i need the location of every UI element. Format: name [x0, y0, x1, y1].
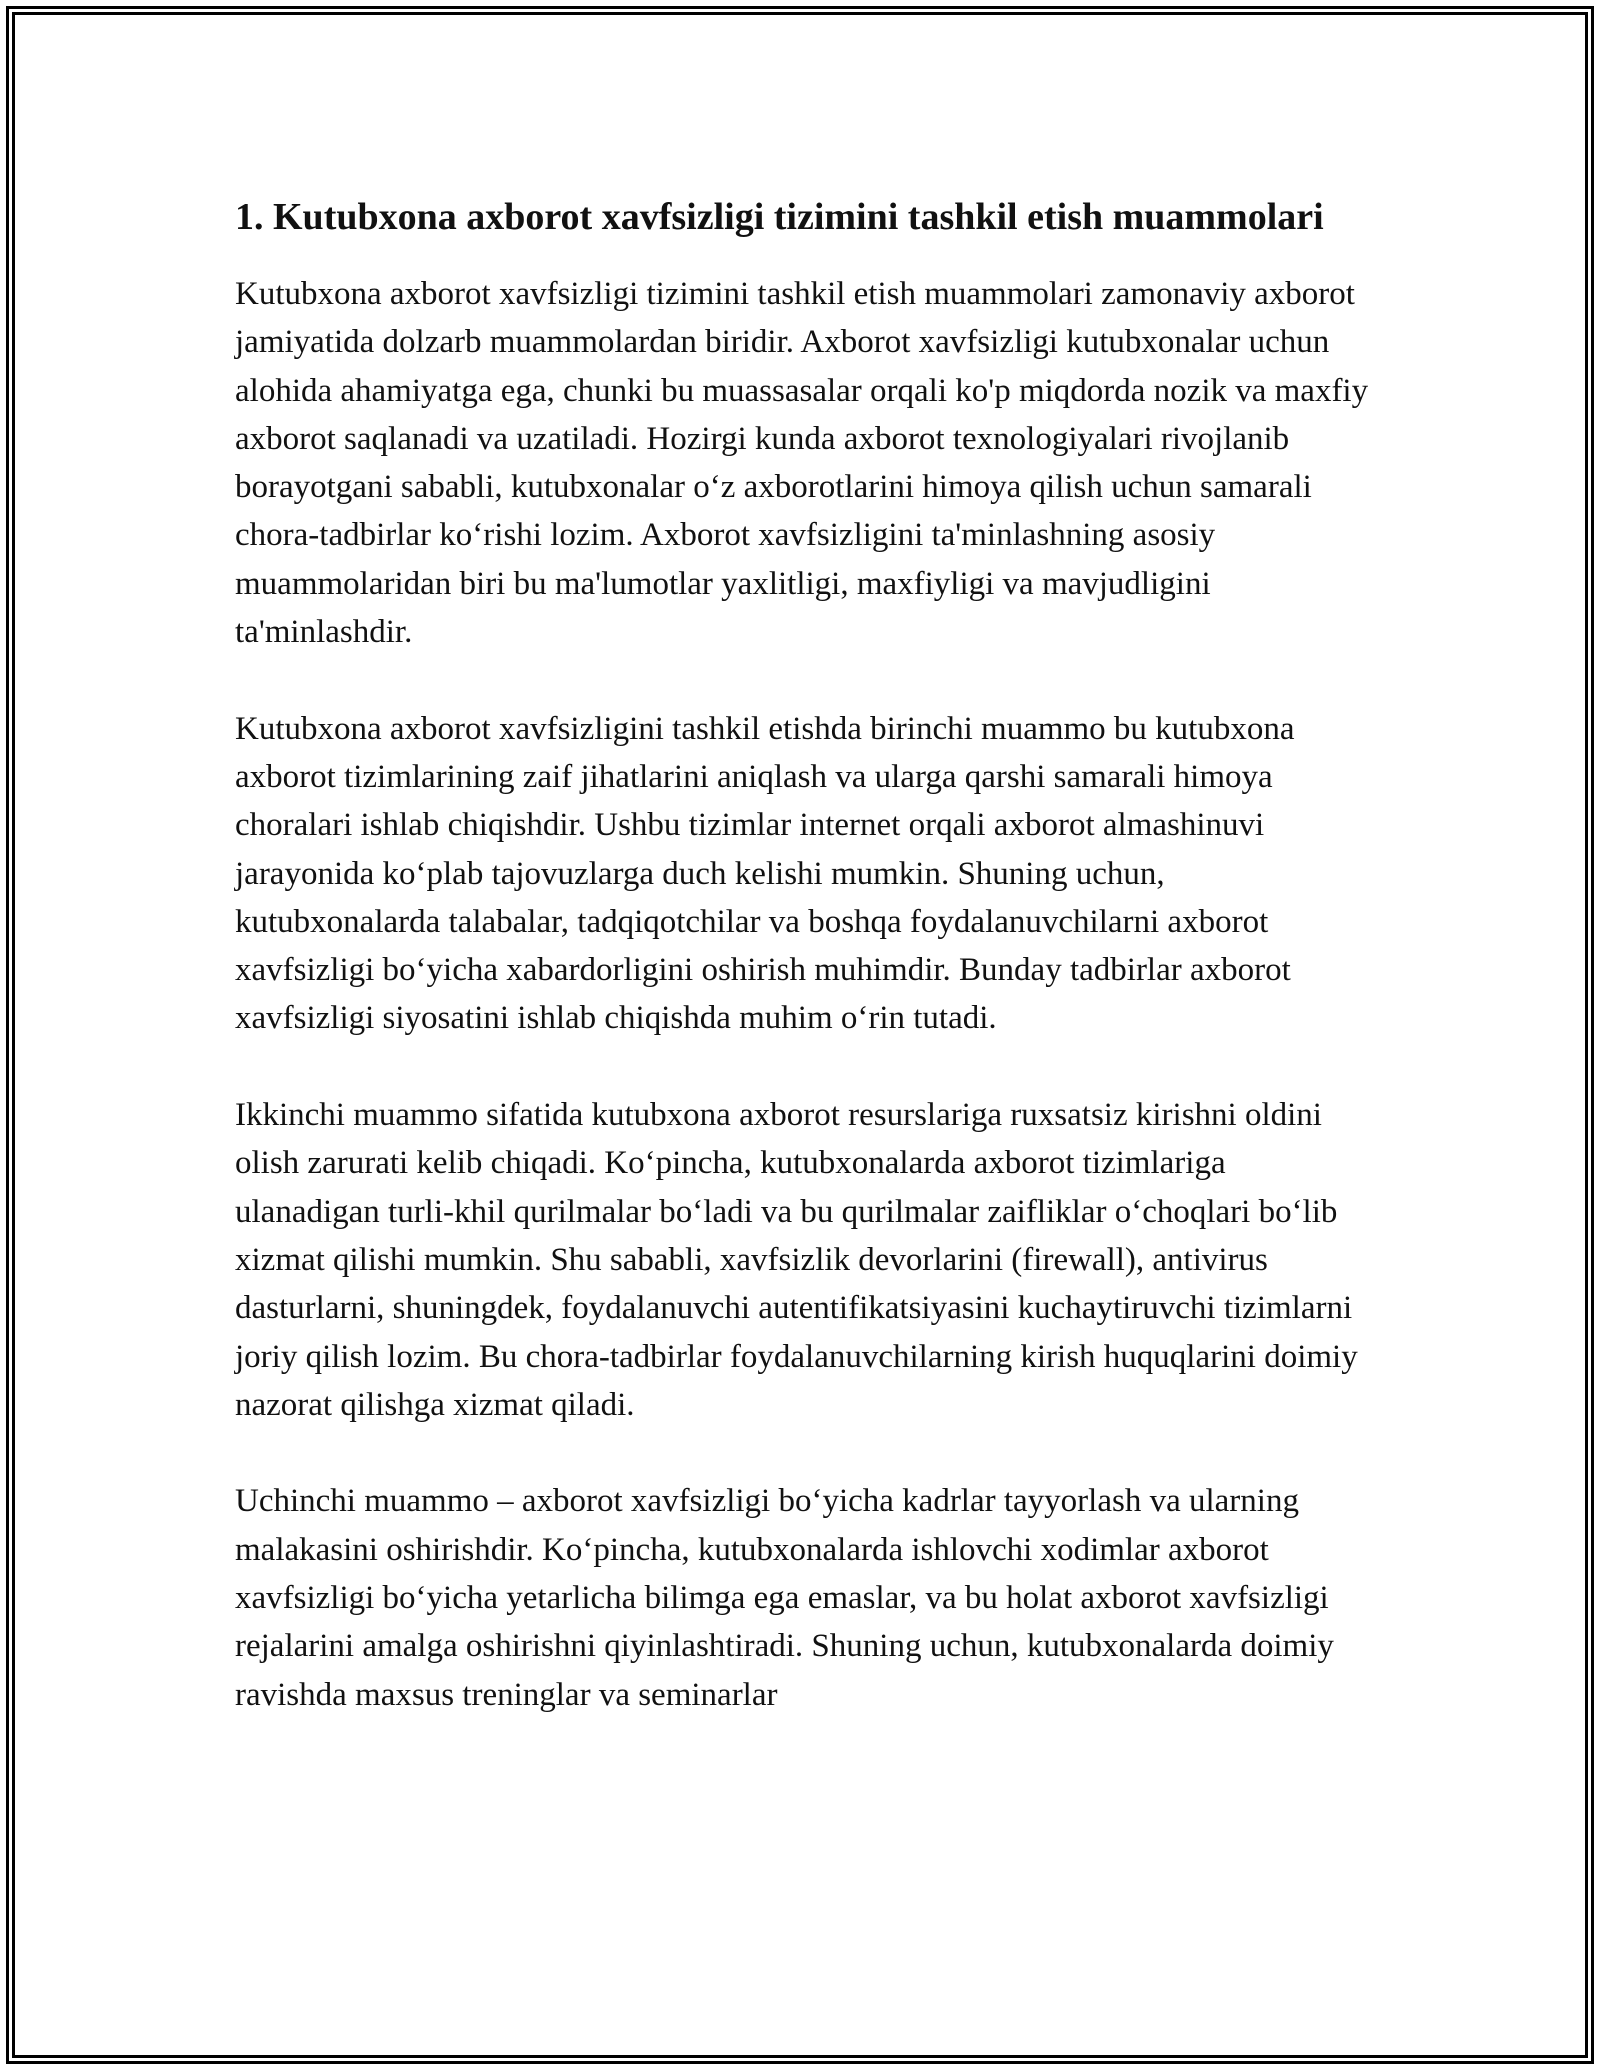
paragraph-4: Uchinchi muammo – axborot xavfsizligi bo‘yicha kadrlar tayyorlash va ularning malakasini oshirishdir. Ko‘pincha, kutubxonalarda ishlovchi xodimlar axborot xavfsizligi bo‘yicha yetarlicha bilimga ega emaslar, va bu holat axborot xavfsizligi rejalarini amalga oshirishni qiyinlashtiradi. Shuning uchun, kutubxonalarda doimiy ravishda maxsus treninglar va seminarlar: [235, 1483, 1334, 1713]
section-heading: 1. Kutubxona axborot xavfsizligi tizimini tashkil etish muammolari: [235, 196, 1324, 238]
paragraph-2: Kutubxona axborot xavfsizligini tashkil etishda birinchi muammo bu kutubxona axborot tizimlarining zaif jihatlarini aniqlash va ularga qarshi samarali himoya choralari ishlab chiqishdir. Ushbu tizimlar internet orqali axborot almashinuvi jarayonida ko‘plab tajovuzlarga duch kelishi mumkin. Shuning uchun, kutubxonalarda talabalar, tadqiqotchilar va boshqa foydalanuvchilarni axborot xavfsizligi bo‘yicha xabardorligini oshirish muhimdir. Bunday tadbirlar axborot xavfsizligi siyosatini ishlab chiqishda muhim o‘rin tutadi.: [235, 710, 1295, 1037]
document-body: [235, 190, 1375, 1719]
paragraph-3: Ikkinchi muammo sifatida kutubxona axborot resurslariga ruxsatsiz kirishni oldini olish zarurati kelib chiqadi. Ko‘pincha, kutubxonalarda axborot tizimlariga ulanadigan turli-khil qurilmalar bo‘ladi va bu qurilmalar zaifliklar o‘choqlari bo‘lib xizmat qilishi mumkin. Shu sababli, xavfsizlik devorlarini (firewall), antivirus dasturlarni, shuningdek, foydalanuvchi autentifikatsiyasini kuchaytiruvchi tizimlarni joriy qilish lozim. Bu chora-tadbirlar foydalanuvchilarning kirish huquqlarini doimiy nazorat qilishga xizmat qiladi.: [235, 1097, 1358, 1423]
paragraph-1: Kutubxona axborot xavfsizligi tizimini tashkil etish muammolari zamonaviy axborot jamiyatida dolzarb muammolardan biridir. Axborot xavfsizligi kutubxonalar uchun alohida ahamiyatga ega, chunki bu muassasalar orqali ko'p miqdorda nozik va maxfiy axborot saqlanadi va uzatiladi. Hozirgi kunda axborot texnologiyalari rivojlanib borayotgani sababli, kutubxonalar o‘z axborotlarini himoya qilish uchun samarali chora-tadbirlar ko‘rishi lozim. Axborot xavfsizligini ta'minlashning asosiy muammolaridan biri bu ma'lumotlar yaxlitligi, maxfiyligi va mavjudligini ta'minlashdir.: [235, 276, 1369, 651]
